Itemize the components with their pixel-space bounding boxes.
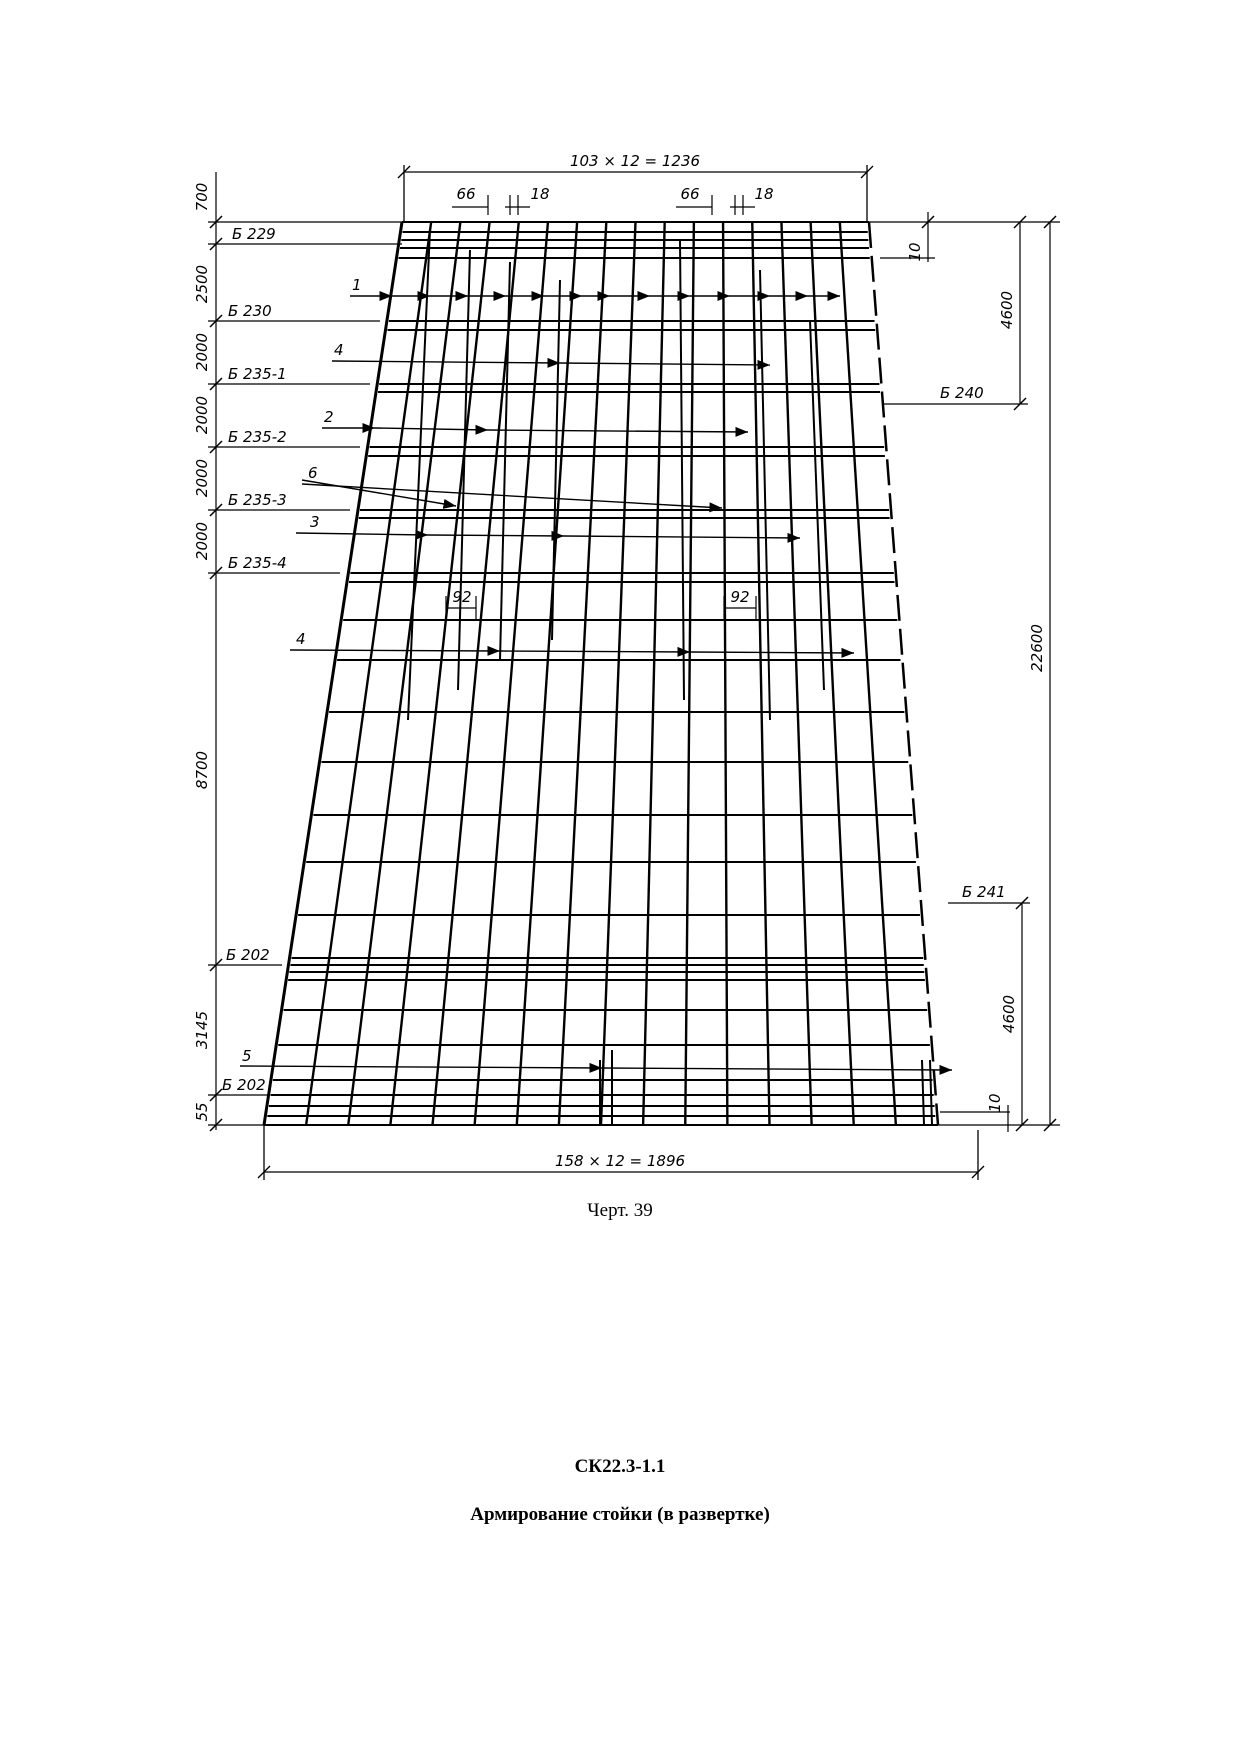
document-code: СК22.3-1.1: [574, 1456, 666, 1477]
position-mark-3: 3: [310, 513, 320, 531]
position-mark-4-top: 4: [334, 341, 344, 359]
short-bar: [458, 250, 470, 690]
figure-caption: Черт. 39: [587, 1200, 653, 1221]
pitch-label-18-left: 18: [530, 185, 550, 203]
vertical-bar: [601, 222, 636, 1125]
right-dim-10-top: 10: [906, 242, 924, 262]
position-mark-4-middle: 4: [296, 630, 306, 648]
mesh-label-b202-top: Б 202: [226, 946, 270, 964]
left-dim-700: 700: [193, 182, 211, 212]
short-bar: [680, 240, 684, 700]
short-bar: [552, 280, 560, 640]
right-dim-22600: 22600: [1028, 624, 1046, 672]
mesh-label-b235-1: Б 235-1: [228, 365, 287, 383]
spacing-92-callouts: [446, 596, 756, 620]
right-dim-4600-top: 4600: [998, 290, 1016, 330]
left-dim-2500: 2500: [193, 264, 211, 304]
mesh-label-b229: Б 229: [232, 225, 276, 243]
left-dim-8700: 8700: [193, 750, 211, 790]
pitch-label-66-right: 66: [680, 185, 700, 203]
mesh-label-b202-bottom: Б 202: [222, 1076, 266, 1094]
vertical-bar: [781, 222, 811, 1125]
left-dim-2000-3: 2000: [193, 458, 211, 498]
left-dim-3145: 3145: [193, 1010, 211, 1050]
left-dim-2000-1: 2000: [193, 332, 211, 372]
rebar-mesh: [267, 222, 935, 1125]
mesh-label-b230: Б 230: [228, 302, 272, 320]
position-mark-2: 2: [324, 408, 334, 426]
vertical-bar: [559, 222, 606, 1125]
vertical-bar: [475, 222, 548, 1125]
mesh-label-b240: Б 240: [940, 384, 984, 402]
left-dim-2000-4: 2000: [193, 521, 211, 561]
document-title: Армирование стойки (в развертке): [470, 1504, 770, 1525]
pitch-dimensions: [452, 195, 755, 215]
mesh-label-b241: Б 241: [962, 883, 1006, 901]
vertical-bar: [752, 222, 769, 1125]
pitch-label-18-right: 18: [754, 185, 774, 203]
vertical-bar: [517, 222, 577, 1125]
spacing-92-left: 92: [452, 588, 472, 606]
spacing-92-right: 92: [730, 588, 750, 606]
bottom-dimension-label: 158 × 12 = 1896: [554, 1152, 686, 1170]
position-mark-6: 6: [308, 464, 318, 482]
vertical-bar: [643, 222, 665, 1125]
left-dim-2000-2: 2000: [193, 395, 211, 435]
mesh-label-b235-2: Б 235-2: [228, 428, 287, 446]
position-mark-5: 5: [242, 1047, 252, 1065]
vertical-bar: [685, 222, 694, 1125]
pitch-label-66-left: 66: [456, 185, 476, 203]
vertical-bar: [723, 222, 727, 1125]
position-mark-1: 1: [352, 276, 362, 294]
vertical-bar: [306, 222, 431, 1125]
right-dim-4600-bottom: 4600: [1000, 994, 1018, 1034]
top-dimension-label: 103 × 12 = 1236: [569, 152, 701, 170]
mesh-label-b235-3: Б 235-3: [228, 491, 287, 509]
mesh-label-b235-4: Б 235-4: [228, 554, 287, 572]
right-dimension-ticks: [922, 216, 1056, 1131]
left-dim-55: 55: [193, 1102, 211, 1122]
right-dim-10-bottom: 10: [986, 1093, 1004, 1113]
